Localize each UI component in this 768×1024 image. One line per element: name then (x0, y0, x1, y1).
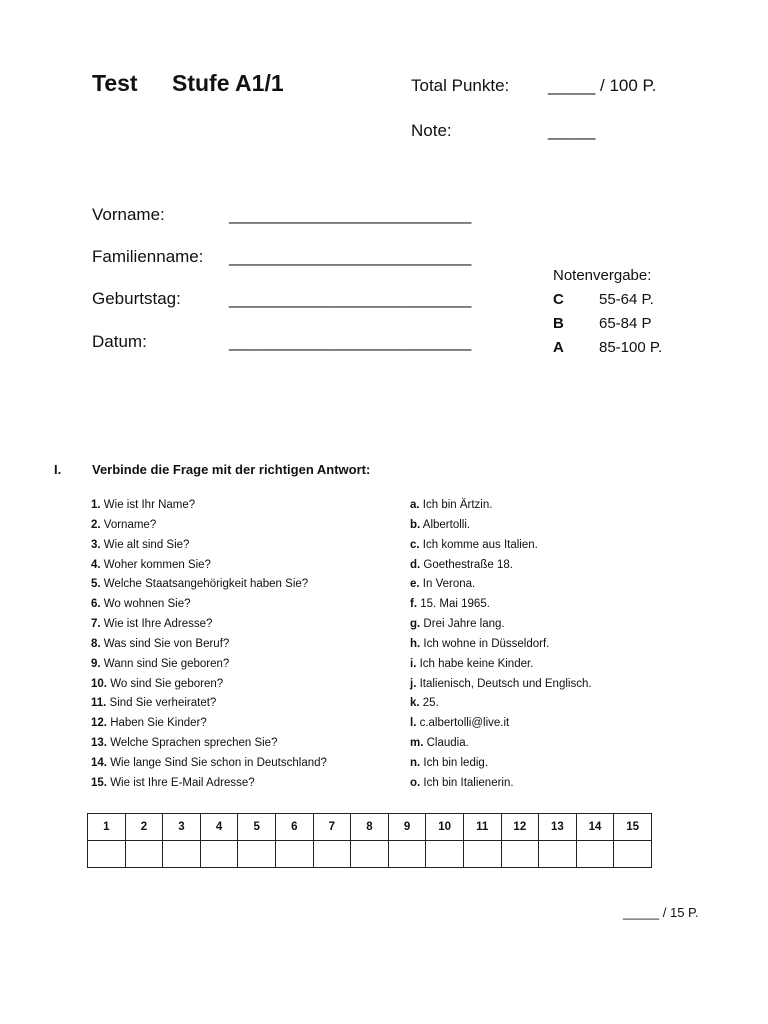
question-item: 11. Sind Sie verheiratet? (91, 697, 217, 710)
answer-item: e. In Verona. (410, 578, 476, 591)
answer-item: m. Claudia. (410, 737, 469, 750)
answer-cell[interactable] (88, 841, 126, 868)
section-title: Verbinde die Frage mit der richtigen Antwort: (92, 462, 371, 477)
question-item: 4. Woher kommen Sie? (91, 558, 211, 571)
question-item: 7. Wie ist Ihre Adresse? (91, 618, 213, 631)
answer-cell[interactable] (426, 841, 464, 868)
question-item: 1. Wie ist Ihr Name? (91, 499, 196, 511)
question-item: 6. Wo wohnen Sie? (91, 598, 191, 611)
date-line[interactable]: ___________________________ (229, 332, 471, 351)
note-value: _____ (548, 121, 596, 140)
answer-table-header-row (88, 814, 652, 841)
questions-list (91, 496, 327, 794)
answer-table-header: 1 (88, 814, 126, 841)
answer-item: g. Drei Jahre lang. (410, 618, 505, 631)
level-title: Stufe A1/1 (172, 70, 284, 96)
answer-table-input-row (88, 841, 652, 868)
answers-list (410, 496, 592, 794)
answer-cell[interactable] (388, 841, 426, 868)
grade-letter: A (553, 339, 564, 356)
answer-cell[interactable] (313, 841, 351, 868)
answer-item: c. Ich komme aus Italien. (410, 538, 538, 551)
answer-cell[interactable] (200, 841, 238, 868)
answer-cell[interactable] (539, 841, 577, 868)
test-title: Test (92, 70, 138, 96)
grade-range: 85-100 P. (599, 339, 663, 356)
answer-item: i. Ich habe keine Kinder. (410, 657, 534, 670)
grade-range: 65-84 P (599, 315, 652, 332)
answer-table-header: 7 (313, 814, 351, 841)
answer-cell[interactable] (125, 841, 163, 868)
answer-item: f. 15. Mai 1965. (410, 598, 490, 611)
question-item: 5. Welche Staatsangehörigkeit haben Sie? (91, 578, 309, 591)
answer-cell[interactable] (501, 841, 539, 868)
answer-item: l. c.albertolli@live.it (410, 717, 510, 730)
total-points-value: _____ / 100 P. (548, 76, 657, 95)
first-name-label: Vorname: (92, 205, 165, 224)
total-points-label: Total Punkte: (411, 76, 510, 95)
answer-item: d. Goethestraße 18. (410, 558, 513, 571)
answer-table-header: 8 (351, 814, 389, 841)
grade-letter: B (553, 315, 564, 332)
section-number: I. (54, 462, 62, 477)
grading-row (553, 291, 654, 308)
answer-cell[interactable] (163, 841, 201, 868)
answer-table-header: 6 (275, 814, 313, 841)
answer-table-header: 4 (200, 814, 238, 841)
question-item: 8. Was sind Sie von Beruf? (91, 637, 230, 650)
answer-cell[interactable] (463, 841, 501, 868)
grade-letter: C (553, 291, 564, 308)
question-item: 3. Wie alt sind Sie? (91, 538, 190, 551)
question-item: 10. Wo sind Sie geboren? (91, 677, 224, 690)
answer-table-header: 10 (426, 814, 464, 841)
answer-table-header: 13 (539, 814, 577, 841)
question-item: 12. Haben Sie Kinder? (91, 717, 207, 730)
date-label: Datum: (92, 332, 147, 351)
section-score: _____ / 15 P. (623, 905, 699, 920)
birthday-label: Geburtstag: (92, 289, 181, 308)
answer-table-header: 11 (463, 814, 501, 841)
answer-item: n. Ich bin ledig. (410, 756, 488, 769)
answer-table-header: 2 (125, 814, 163, 841)
answer-item: a. Ich bin Ärtzin. (410, 499, 493, 511)
grading-title: Notenvergabe: (553, 267, 652, 284)
answer-cell[interactable] (614, 841, 652, 868)
question-item: 15. Wie ist Ihre E-Mail Adresse? (91, 776, 255, 789)
answer-cell[interactable] (238, 841, 276, 868)
answer-item: j. Italienisch, Deutsch und Englisch. (410, 677, 592, 690)
answer-table-header: 14 (576, 814, 614, 841)
grade-range: 55-64 P. (599, 291, 654, 308)
grading-row (553, 315, 652, 332)
family-name-label: Familienname: (92, 247, 204, 266)
answer-table (87, 813, 652, 868)
family-name-line[interactable]: ___________________________ (229, 247, 471, 266)
question-item: 9. Wann sind Sie geboren? (91, 657, 230, 670)
answer-table-header: 3 (163, 814, 201, 841)
first-name-line[interactable]: ___________________________ (229, 205, 471, 224)
answer-cell[interactable] (576, 841, 614, 868)
answer-item: b. Albertolli. (410, 518, 471, 531)
answer-table-header: 9 (388, 814, 426, 841)
answer-cell[interactable] (351, 841, 389, 868)
question-item: 2. Vorname? (91, 518, 157, 531)
grading-row (553, 339, 662, 356)
answer-item: h. Ich wohne in Düsseldorf. (410, 637, 550, 650)
answer-table-header: 15 (614, 814, 652, 841)
answer-item: k. 25. (410, 697, 439, 710)
note-label: Note: (411, 121, 452, 140)
question-item: 14. Wie lange Sind Sie schon in Deutschland? (91, 756, 327, 769)
birthday-line[interactable]: ___________________________ (229, 289, 471, 308)
answer-cell[interactable] (275, 841, 313, 868)
question-item: 13. Welche Sprachen sprechen Sie? (91, 737, 278, 750)
answer-table-header: 12 (501, 814, 539, 841)
answer-item: o. Ich bin Italienerin. (410, 776, 514, 789)
answer-table-header: 5 (238, 814, 276, 841)
